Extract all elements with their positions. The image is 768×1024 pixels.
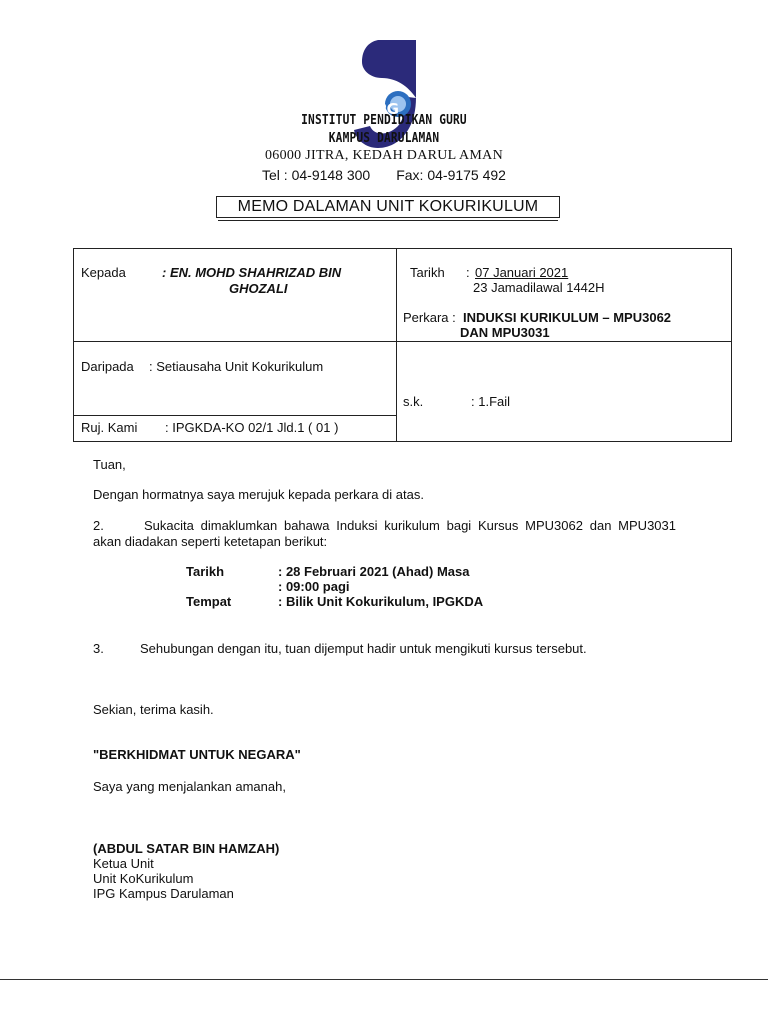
detail-tempat-value: : Bilik Unit Kokurikulum, IPGKDA (278, 594, 484, 609)
tarikh-hijri: 23 Jamadilawal 1442H (473, 280, 605, 295)
amanah-line: Saya yang menjalankan amanah, (93, 779, 286, 794)
institute-name: INSTITUT PENDIDIKAN GURU (301, 113, 467, 128)
footer-rule (0, 979, 768, 980)
ruj-value: : IPGKDA-KO 02/1 Jld.1 ( 01 ) (165, 420, 339, 435)
campus-name: KAMPUS DARULAMAN (328, 131, 440, 146)
detail-masa-value: : 09:00 pagi (278, 579, 350, 594)
paragraph-1: Dengan hormatnya saya merujuk kepada perkara di atas. (93, 487, 424, 502)
tarikh-colon: : (466, 265, 470, 280)
paragraph-3: Sehubungan dengan itu, tuan dijemput hadir untuk mengikuti kursus tersebut. (140, 641, 587, 656)
table-divider-vertical (396, 248, 397, 442)
perkara-value: INDUKSI KURIKULUM – MPU3062 (463, 310, 672, 325)
memo-title: MEMO DALAMAN UNIT KOKURIKULUM (216, 196, 560, 218)
fax: Fax: 04-9175 492 (396, 167, 506, 183)
signatory-unit: Unit KoKurikulum (93, 871, 194, 886)
logo-text: IPG (370, 100, 399, 118)
table-divider-row1 (73, 341, 732, 342)
paragraph-3-number: 3. (93, 641, 104, 656)
tarikh-value: 07 Januari 2021 (475, 265, 569, 280)
sk-label: s.k. (403, 394, 424, 409)
paragraph-2: Sukacita dimaklumkan bahawa Induksi kurikulum bagi Kursus MPU3062 dan MPU3031 akan diadakan seperti ketetapan berikut: (93, 518, 676, 549)
address: 06000 JITRA, KEDAH DARUL AMAN (264, 148, 503, 163)
kepada-value-cont: GHOZALI (229, 281, 288, 296)
kepada-label: Kepada (81, 265, 126, 280)
sk-value: : 1.Fail (471, 394, 511, 409)
paragraph-2-number: 2. (93, 518, 104, 533)
motto: "BERKHIDMAT UNTUK NEGARA" (93, 747, 301, 762)
contact-line (0, 167, 768, 183)
detail-tempat-label: Tempat (186, 594, 232, 609)
salutation: Tuan, (93, 457, 126, 472)
tarikh-label: Tarikh (410, 265, 445, 280)
signatory-name: (ABDUL SATAR BIN HAMZAH) (93, 841, 280, 856)
perkara-label: Perkara : (403, 310, 456, 325)
perkara-value-cont: DAN MPU3031 (460, 325, 550, 340)
signatory-title: Ketua Unit (93, 856, 154, 871)
signatory-campus: IPG Kampus Darulaman (93, 886, 234, 901)
daripada-label: Daripada (81, 359, 134, 374)
table-divider-row2 (73, 415, 397, 416)
detail-tarikh-label: Tarikh (186, 564, 225, 579)
ruj-label: Ruj. Kami (81, 420, 138, 435)
daripada-value: : Setiausaha Unit Kokurikulum (149, 359, 324, 374)
detail-tarikh-value: : 28 Februari 2021 (Ahad) Masa (278, 564, 470, 579)
kepada-value: : EN. MOHD SHAHRIZAD BIN (162, 265, 342, 280)
telephone: Tel : 04-9148 300 (262, 167, 371, 183)
closing: Sekian, terima kasih. (93, 702, 214, 717)
